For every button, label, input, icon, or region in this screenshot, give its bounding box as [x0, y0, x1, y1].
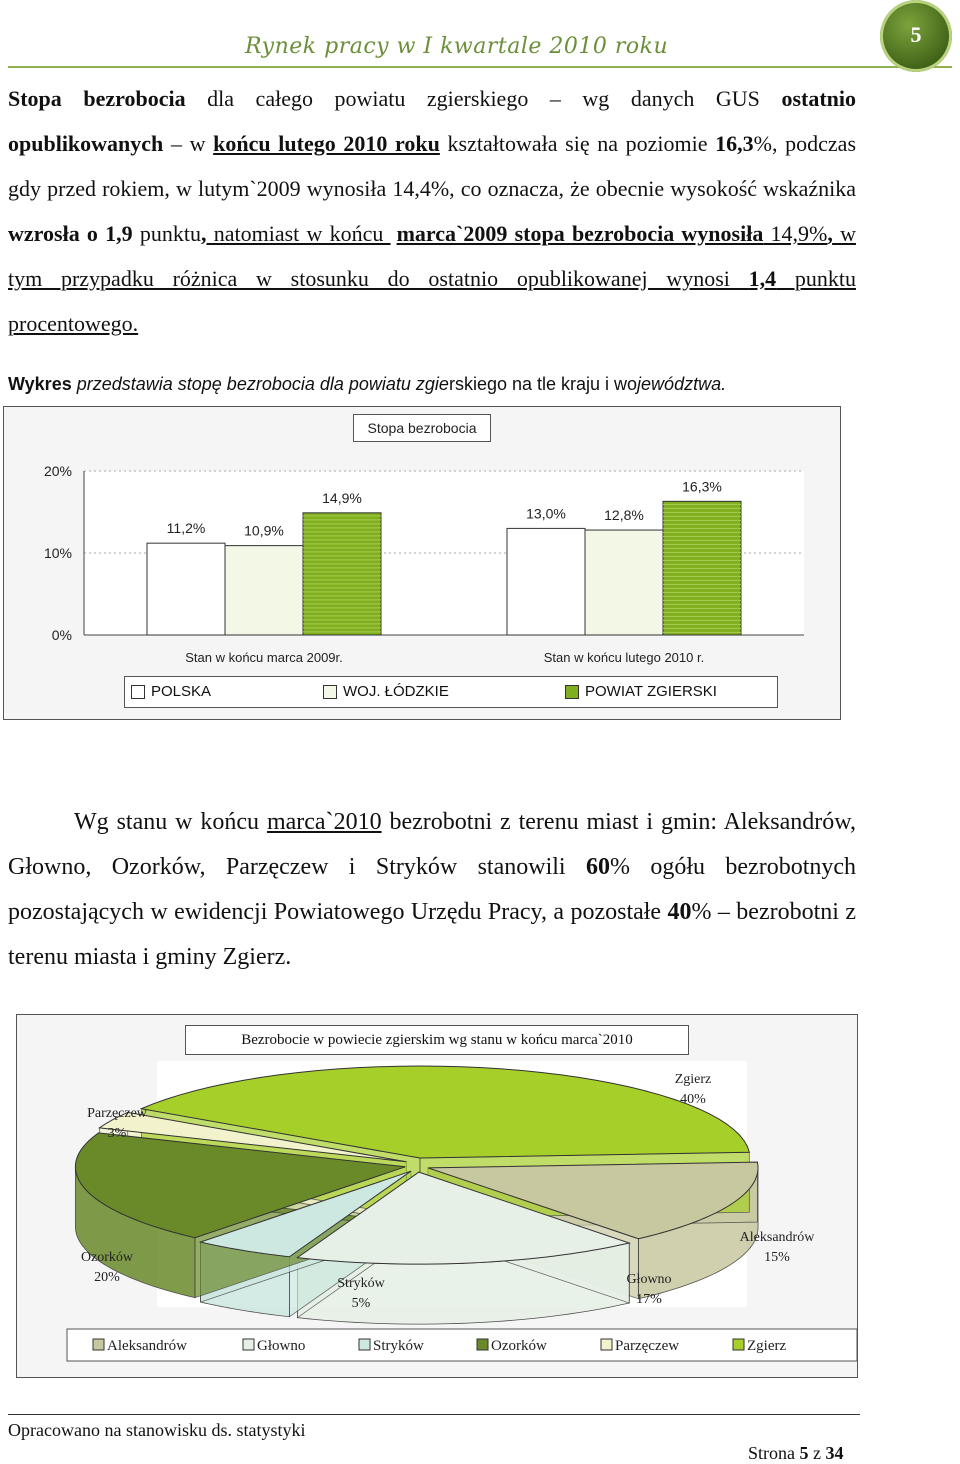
text-span: % ogółu bezrobotnych pozostających w ewidencji Powiatowego Urzędu Pracy, a pozostałe	[8, 854, 857, 925]
y-tick-label: 0%	[51, 627, 72, 643]
pie-data-label-line: Stryków	[337, 1276, 385, 1291]
legend-swatch	[243, 1339, 254, 1350]
legend-label: Stryków	[373, 1338, 424, 1354]
pie-data-label-line: 3%	[107, 1126, 127, 1141]
text-span: z	[808, 1443, 826, 1463]
legend-swatch	[477, 1339, 488, 1350]
text-span: bezrobotni z terenu miast i gmin: Aleksandrów, Głowno, Ozorków, Parzęczew i Stryków stanowili	[8, 809, 856, 880]
legend-swatch	[733, 1339, 744, 1350]
text-span: punktu	[132, 221, 201, 246]
text-span: jewództwa.	[637, 374, 727, 394]
bar-chart-svg	[4, 407, 840, 719]
pie-data-label-line: Głowno	[626, 1272, 672, 1287]
pie-data-label-line: Parzęczew	[87, 1106, 147, 1121]
text-span: Strona	[748, 1443, 800, 1463]
pie-data-label-line: 20%	[94, 1270, 120, 1285]
text-span: 16,3	[715, 131, 754, 156]
bar-chart-legend	[124, 676, 778, 708]
bar	[225, 546, 303, 635]
text-span: 34	[825, 1443, 844, 1463]
bar	[507, 528, 585, 635]
pie-data-label-line: 15%	[764, 1250, 790, 1265]
text-span: kształtowała się na poziomie	[439, 131, 716, 156]
legend-label: Zgierz	[747, 1338, 787, 1354]
legend-swatch	[323, 685, 337, 699]
legend-item-woj	[323, 683, 449, 700]
header-rule	[8, 66, 952, 68]
text-span: natomiast w końcu	[206, 221, 391, 246]
pie-chart-svg	[17, 1015, 857, 1377]
text-span: końcu lutego 2010 roku	[213, 131, 440, 156]
bar	[303, 513, 381, 635]
text-span: punktu procentowego.	[8, 266, 856, 336]
pie-data-label-line: 40%	[680, 1092, 706, 1107]
text-span: wzrosła o 1,9	[8, 221, 133, 246]
legend-item-powiat	[565, 683, 717, 700]
text-span: % – bezrobotni z terenu miasta i gminy Zgierz.	[8, 899, 857, 970]
pie-chart-area	[16, 1014, 858, 1378]
text-span: przedstawia stopę bezrobocia dla powiatu zgie	[71, 374, 449, 394]
bar-chart-title: Stopa bezrobocia	[353, 414, 491, 442]
pie-data-label-line: Zgierz	[674, 1072, 712, 1087]
x-category-label: Stan w końcu marca 2009r.	[185, 650, 343, 665]
text-span: dla całego powiatu zgierskiego – wg danych GUS	[185, 86, 782, 111]
y-tick-label: 10%	[43, 545, 72, 561]
footer-credit: Opracowano na stanowisku ds. statystyki	[8, 1420, 306, 1440]
legend-swatch	[93, 1339, 104, 1350]
text-span: ,	[827, 221, 833, 246]
pie-data-label-line: Aleksandrów	[739, 1230, 815, 1245]
text-span: 40	[667, 899, 692, 925]
legend-label: Aleksandrów	[107, 1338, 187, 1354]
text-span: 1,4	[748, 266, 777, 291]
pie-data-label-line: Ozorków	[80, 1250, 134, 1265]
text-span: marca`2010	[266, 809, 382, 835]
text-span: 60	[585, 854, 610, 880]
footer-page-indicator	[748, 1443, 844, 1464]
x-category-label: Stan w końcu lutego 2010 r.	[543, 650, 705, 665]
bar-chart-area	[3, 406, 841, 720]
legend-swatch	[359, 1339, 370, 1350]
text-span: Wg stanu w końcu	[74, 809, 267, 835]
bar-data-label: 16,3%	[682, 478, 722, 495]
running-header-title: Rynek pracy w I kwartale 2010 roku	[245, 34, 669, 59]
bar	[585, 530, 663, 635]
chart-caption	[8, 374, 726, 395]
legend-item-polska	[131, 683, 211, 700]
text-span: rskiego na tle kraju i wo	[448, 374, 638, 394]
text-span: ,	[201, 221, 207, 246]
legend-label: POLSKA	[151, 683, 212, 700]
text-span: Wykres	[8, 374, 72, 394]
legend-swatch	[131, 685, 145, 699]
pie-data-label	[740, 1230, 816, 1265]
legend-swatch	[565, 685, 579, 699]
bar	[147, 543, 225, 635]
pie-data-label-line: 17%	[636, 1292, 662, 1307]
intro-paragraph	[8, 76, 856, 346]
legend-label: WOJ. ŁÓDZKIE	[343, 683, 449, 700]
page-number-badge: 5	[880, 0, 952, 72]
text-span: marca`2009 stopa bezrobocia wynosiła	[396, 221, 764, 246]
y-tick-label: 20%	[43, 463, 72, 479]
footer-rule	[8, 1414, 860, 1415]
bar-data-label: 10,9%	[244, 522, 284, 539]
text-span: 14,9%	[763, 221, 828, 246]
legend-swatch	[601, 1339, 612, 1350]
text-span: %, podczas gdy przed rokiem, w lutym`2009 wynosiła 14,4%, co oznacza, że obecnie wysokość wskaźnika	[8, 131, 857, 201]
legend-label: Głowno	[257, 1338, 306, 1354]
pie-data-label-line: 5%	[351, 1296, 371, 1311]
text-span: – w	[163, 131, 214, 156]
bar-data-label: 12,8%	[604, 507, 644, 524]
bar-data-label: 14,9%	[322, 489, 362, 506]
text-span: w tym przypadku różnica w stosunku do ostatnio opublikowanej wynosi	[8, 221, 857, 291]
text-span: 5	[799, 1443, 809, 1463]
text-span: Stopa bezrobocia	[8, 86, 186, 111]
bar-data-label: 13,0%	[526, 505, 566, 522]
pie-chart-title: Bezrobocie w powiecie zgierskim wg stanu w końcu marca`2010	[185, 1025, 689, 1055]
legend-label: POWIAT ZGIERSKI	[585, 683, 717, 700]
bar-data-label: 11,2%	[166, 520, 206, 537]
second-paragraph	[8, 800, 856, 980]
text-span: ostatnio opublikowanych	[8, 86, 857, 156]
legend-label: Ozorków	[491, 1338, 547, 1354]
legend-label: Parzęczew	[615, 1338, 680, 1354]
pie-legend	[67, 1329, 857, 1361]
